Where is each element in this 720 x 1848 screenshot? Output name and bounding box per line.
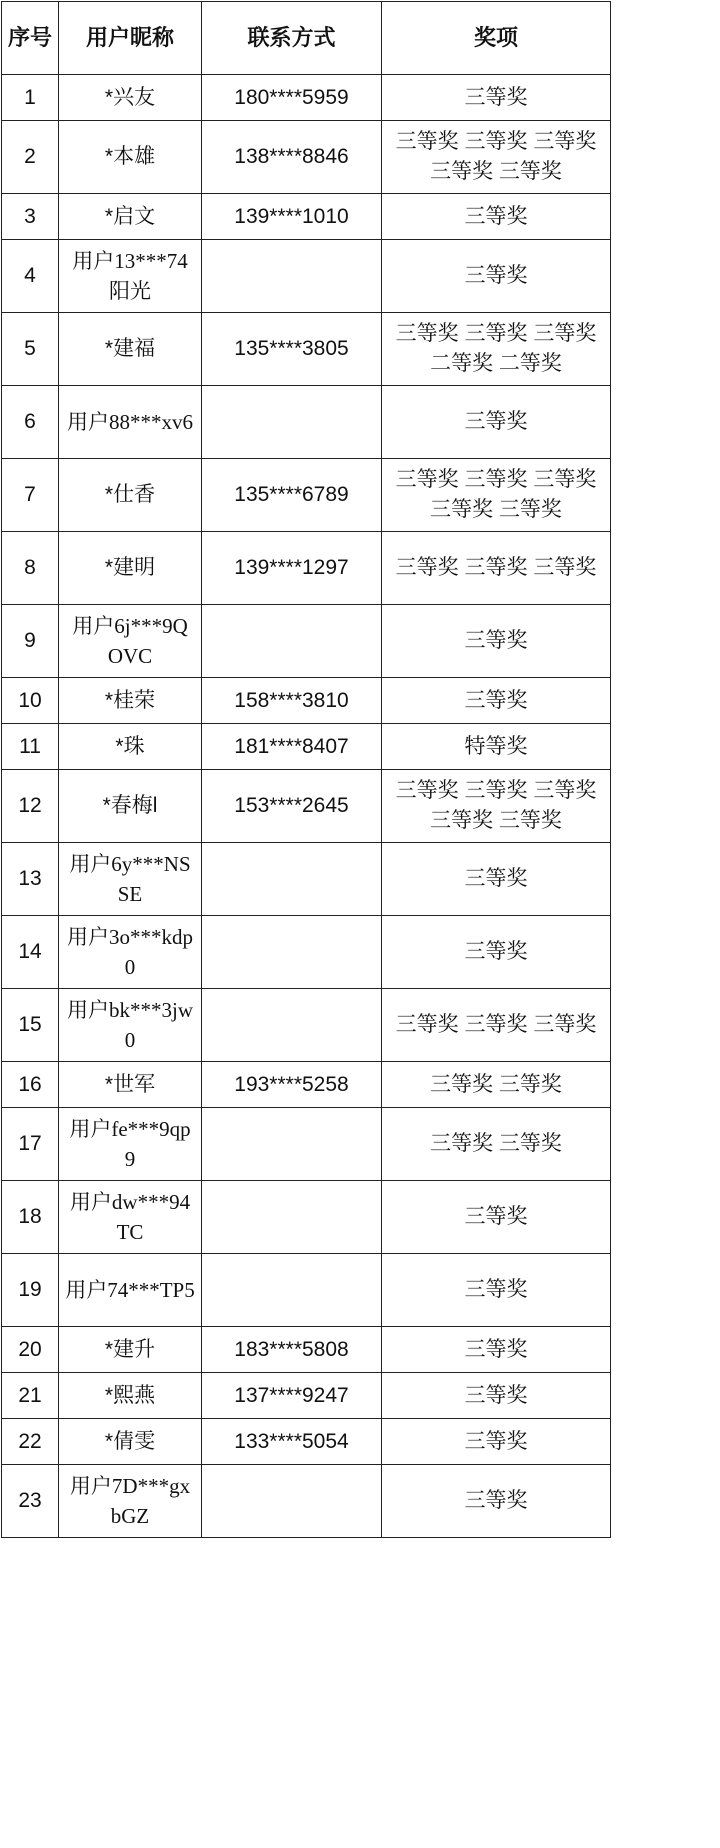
cell-nickname: 用户fe***9qp9 [59, 1108, 202, 1181]
cell-prize: 三等奖 [382, 1419, 611, 1465]
cell-no: 22 [2, 1419, 59, 1465]
cell-prize: 三等奖 三等奖 三等奖 二等奖 二等奖 [382, 313, 611, 386]
cell-contact: 133****5054 [202, 1419, 382, 1465]
table-row [2, 1419, 611, 1465]
table-row [2, 724, 611, 770]
cell-no: 20 [2, 1327, 59, 1373]
table-row [2, 1327, 611, 1373]
table-row [2, 1254, 611, 1327]
cell-prize: 三等奖 [382, 75, 611, 121]
cell-contact [202, 1254, 382, 1327]
cell-no: 23 [2, 1465, 59, 1538]
cell-contact: 139****1010 [202, 194, 382, 240]
cell-no: 6 [2, 386, 59, 459]
cell-no: 10 [2, 678, 59, 724]
cell-contact: 135****6789 [202, 459, 382, 532]
cell-contact [202, 843, 382, 916]
cell-prize: 三等奖 三等奖 [382, 1062, 611, 1108]
cell-no: 12 [2, 770, 59, 843]
table-row [2, 843, 611, 916]
cell-prize: 三等奖 [382, 1254, 611, 1327]
header-contact: 联系方式 [202, 2, 382, 75]
cell-prize: 三等奖 [382, 194, 611, 240]
cell-no: 5 [2, 313, 59, 386]
cell-no: 21 [2, 1373, 59, 1419]
cell-prize: 三等奖 [382, 605, 611, 678]
cell-nickname: 用户dw***94TC [59, 1181, 202, 1254]
table-row [2, 194, 611, 240]
cell-prize: 三等奖 [382, 1181, 611, 1254]
cell-nickname: *春梅l [59, 770, 202, 843]
cell-nickname: 用户bk***3jw0 [59, 989, 202, 1062]
table-row [2, 678, 611, 724]
cell-no: 18 [2, 1181, 59, 1254]
cell-no: 7 [2, 459, 59, 532]
cell-prize: 三等奖 [382, 843, 611, 916]
cell-no: 3 [2, 194, 59, 240]
cell-contact: 193****5258 [202, 1062, 382, 1108]
cell-prize: 三等奖 [382, 1465, 611, 1538]
cell-prize: 三等奖 [382, 240, 611, 313]
cell-contact: 139****1297 [202, 532, 382, 605]
cell-contact [202, 386, 382, 459]
table-row [2, 989, 611, 1062]
cell-no: 15 [2, 989, 59, 1062]
cell-nickname: 用户3o***kdp0 [59, 916, 202, 989]
cell-contact: 138****8846 [202, 121, 382, 194]
table-row [2, 1062, 611, 1108]
cell-no: 17 [2, 1108, 59, 1181]
cell-contact: 135****3805 [202, 313, 382, 386]
table-row [2, 240, 611, 313]
cell-nickname: *兴友 [59, 75, 202, 121]
cell-prize: 三等奖 三等奖 三等奖 三等奖 三等奖 [382, 770, 611, 843]
table-row [2, 1108, 611, 1181]
cell-nickname: *倩雯 [59, 1419, 202, 1465]
cell-contact: 137****9247 [202, 1373, 382, 1419]
table-row [2, 1373, 611, 1419]
header-no: 序号 [2, 2, 59, 75]
cell-prize: 三等奖 三等奖 三等奖 三等奖 三等奖 [382, 459, 611, 532]
cell-no: 9 [2, 605, 59, 678]
cell-nickname: 用户7D***gxbGZ [59, 1465, 202, 1538]
table-row [2, 386, 611, 459]
table-row [2, 532, 611, 605]
cell-nickname: 用户13***74阳光 [59, 240, 202, 313]
cell-prize: 三等奖 [382, 386, 611, 459]
cell-prize: 三等奖 [382, 1327, 611, 1373]
cell-contact: 180****5959 [202, 75, 382, 121]
cell-no: 13 [2, 843, 59, 916]
table-row [2, 75, 611, 121]
cell-nickname: 用户88***xv6 [59, 386, 202, 459]
cell-contact: 181****8407 [202, 724, 382, 770]
cell-nickname: *仕香 [59, 459, 202, 532]
table-row [2, 459, 611, 532]
cell-prize: 三等奖 三等奖 三等奖 [382, 989, 611, 1062]
cell-nickname: *建福 [59, 313, 202, 386]
cell-no: 4 [2, 240, 59, 313]
winners-table [1, 1, 611, 1538]
cell-nickname: *启文 [59, 194, 202, 240]
cell-prize: 三等奖 [382, 916, 611, 989]
cell-no: 11 [2, 724, 59, 770]
table-row [2, 1181, 611, 1254]
cell-no: 2 [2, 121, 59, 194]
cell-contact [202, 1108, 382, 1181]
cell-no: 19 [2, 1254, 59, 1327]
header-prize: 奖项 [382, 2, 611, 75]
table-row [2, 121, 611, 194]
cell-no: 1 [2, 75, 59, 121]
cell-nickname: *熙燕 [59, 1373, 202, 1419]
table-header [2, 2, 611, 75]
cell-nickname: *建升 [59, 1327, 202, 1373]
cell-nickname: *世军 [59, 1062, 202, 1108]
table-row [2, 605, 611, 678]
cell-contact: 153****2645 [202, 770, 382, 843]
cell-no: 8 [2, 532, 59, 605]
header-nickname: 用户昵称 [59, 2, 202, 75]
cell-nickname: 用户74***TP5 [59, 1254, 202, 1327]
cell-nickname: *珠 [59, 724, 202, 770]
cell-contact [202, 240, 382, 313]
cell-contact [202, 916, 382, 989]
cell-nickname: *桂荣 [59, 678, 202, 724]
cell-nickname: *本雄 [59, 121, 202, 194]
cell-contact [202, 605, 382, 678]
cell-contact [202, 989, 382, 1062]
table-row [2, 313, 611, 386]
cell-contact: 158****3810 [202, 678, 382, 724]
cell-contact: 183****5808 [202, 1327, 382, 1373]
table-row [2, 770, 611, 843]
cell-prize: 三等奖 三等奖 [382, 1108, 611, 1181]
cell-prize: 三等奖 [382, 1373, 611, 1419]
cell-prize: 三等奖 三等奖 三等奖 三等奖 三等奖 [382, 121, 611, 194]
cell-no: 14 [2, 916, 59, 989]
cell-nickname: *建明 [59, 532, 202, 605]
cell-no: 16 [2, 1062, 59, 1108]
cell-prize: 三等奖 三等奖 三等奖 [382, 532, 611, 605]
cell-prize: 三等奖 [382, 678, 611, 724]
cell-nickname: 用户6j***9QOVC [59, 605, 202, 678]
table-row [2, 1465, 611, 1538]
cell-contact [202, 1465, 382, 1538]
header-row [2, 2, 611, 75]
table-body [2, 75, 611, 1538]
cell-prize: 特等奖 [382, 724, 611, 770]
cell-contact [202, 1181, 382, 1254]
table-row [2, 916, 611, 989]
cell-nickname: 用户6y***NSSE [59, 843, 202, 916]
